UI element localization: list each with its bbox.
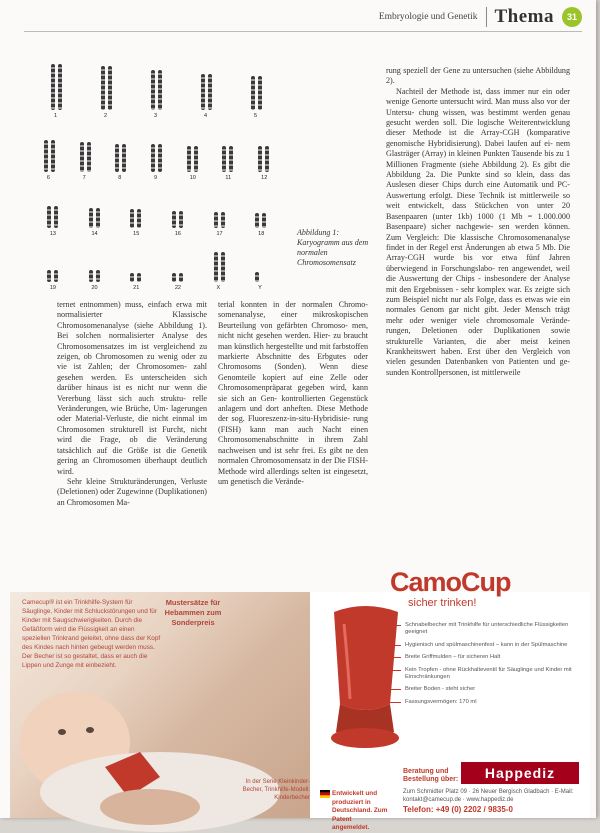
figure-caption: Abbildung 1: Karyogramm aus dem normalen Chromosomensatz	[297, 228, 369, 267]
chromosome	[229, 146, 233, 172]
chromosome	[122, 144, 126, 172]
page-number-badge: 31	[562, 7, 582, 27]
chromosome	[151, 144, 155, 172]
ad-intro-text: Camecup® ist ein Trinkhilfe-System für Säuglinge, Kinder mit Schluckstörungen und für Kinder mit Saugschwierigkeiten. Durch die Gefäßform wird die Flüssigkeit an einen speziellen Trinkrand geleitet, ohne dass der Kopf des Kindes nach hinten gebeugt werden muss. Der Becher ist so gestaltet, dass er auch die Lippen und Zunge mit einbezieht.	[22, 599, 161, 669]
article-paragraph: Nachteil der Methode ist, dass immer nur ein oder wenige Genorte untersucht wird. Man muss also vor der Untersu- chung wissen, was bestimmt werden genau gesucht werden soll. Die logische Weiterentwicklung dieser Methode ist die Array-CGH (komparative genomische Hybridisierung). Dabei laufen auf ei- nem Glasträger (Array) in kleinen Punkten Tausende bis zu 1 Millionen Fragmente (siehe Abbildung 2). Es gibt die Abbildung 2a. Die Punkte sind so klein, dass das Auslesen dieser Chips durch eine Automatik und PC-Auswertung erfolgt. Diese Technik ist mittlerweile so weit entwickelt, dass Stückchen von unter 20 Basenpaaren (unter 1kb) 1000 (1 Mb = 1.000.000 Basenpaare) sicher nachgewie- sen werden können. Zum Vergleich: Die klassische Chromosomenanalyse findet in der Regel erst Änderungen ab etwa 5 Mb. Die Array-CGH wurde bis vor etwa fünf Jahren überwiegend in Forschungslabo- ren angewendet, weil die Auswertung der Chips - insbesondere der Analyse mit den Ergebnissen - sehr komplex war. Es zeigte sich zum Beispiel nicht nur als Folge, dass es etwas wie ein normales Genom gar nicht gibt. Jeder Mensch trägt mehr oder weniger viele chromosomale Verände- rungen, Deletionen oder Duplikationen sowie strukturelle Varianten, die aber meist keinen Krankheitswert haben. Erst über den Vergleich von vielen gesunden Datenbanken von Patienten und ge- sunden Kontrollpersonen, ist mittlerweile	[386, 86, 570, 377]
order-info-label: Beratung und Bestellung über:	[403, 768, 459, 783]
chromosome	[179, 211, 183, 228]
chromosome	[172, 273, 176, 282]
chromosome	[47, 270, 51, 282]
chromosome	[258, 76, 262, 110]
feature-item: Fassungsvermögen: 170 ml	[375, 699, 590, 706]
chromosome	[158, 70, 162, 110]
chromosome-label: 2	[104, 113, 108, 119]
chromosome	[47, 206, 51, 228]
article-paragraph: ternet entnommen) muss, einfach erwa mit normalisierter Klassische Chromosomenanalyse (siehe Abbildung 1). Bei solchen normalisierter Analyse des Chromosomensatzes im ist vergleichend zu zeigen, ob Chromosomen zu wenig oder zu vie ist Zahlen; der Chromosomen- zahl gesehen werden. Es unterscheiden sich darüber hinaus ist es nicht nur wenn die Vererbung lässt sich auch struktu- relle Veränderungen, wie Brüche, Um- lagerungen oder Material-Verluste, die nicht einmal im Chromosomen strukturell ist Furcht, nicht wird die Frage, ob die Veränderung tatsächlich auf die Größe ist die Genetik gering an Chromosomen überhaupt deutlich wird.	[57, 300, 207, 476]
chromosome-label: 9	[154, 175, 158, 181]
chromosome-label: 5	[254, 113, 258, 119]
chromosome-label: 21	[133, 285, 140, 291]
karyogram-figure	[24, 58, 294, 291]
feature-item: Breiter Boden - steht sicher	[375, 686, 590, 693]
chromosome-label: 18	[258, 231, 265, 237]
feature-item: Breite Griffmulden – für sicheren Halt	[375, 654, 590, 661]
chromosome	[137, 209, 141, 228]
chromosome	[208, 74, 212, 110]
chromosome-label: 15	[133, 231, 140, 237]
feature-item: Kein Tropfen - ohne Rückhalteventil für Säuglinge und Kinder mit Einschränkungen	[375, 667, 590, 682]
chromosome	[221, 252, 225, 282]
chromosome	[214, 212, 218, 228]
article-paragraph: terial konnten in der normalen Chromo- somenanalyse, einer mikroskopischen Beurteilung von gefärbten Chromoso- men, nicht nicht gesehen werden. Hier- zu braucht man künstlich hergestellte und mit farbstoffen markierte Abschnitte des Erbgutes oder Chromosoms (Sonden). Wenn diese Genomteile kopiert auf eine Zelle oder Chromosomenpräparat gegeben wird, kann sie sich an Gen- kontrollierten Gegenstück anlagern und dort anheften. Diese Methode der sog. Fluoreszenz-in-situ-Hybridisie- rung (FISH) kann man auch Nacht einen Chromosomenabschnitte in ihrem Zahl nachweisen und ist sehr frei. Es gibt ne den normalen Chromosomensatz in der Die FISH-Methode wird allerdings selten ist eingesetzt, um genetisch die Verände-	[218, 300, 368, 486]
partner-address: Zum Schmidter Platz 09 · 26 Neuer Bergisch Gladbach · E-Mail: kontakt@camecup.de · www.happediz.de	[403, 789, 574, 803]
chromosome	[44, 140, 48, 172]
feature-list	[375, 622, 590, 711]
chromosome	[101, 66, 105, 110]
article-column-1	[57, 300, 207, 508]
chromosome-label: 16	[174, 231, 181, 237]
chromosome-label: 19	[49, 285, 56, 291]
chromosome-label: 13	[49, 231, 56, 237]
chromosome-label: 10	[189, 175, 196, 181]
chromosome-label: 22	[174, 285, 181, 291]
chromosome	[151, 70, 155, 110]
camecup-logo: CamoCup	[390, 567, 511, 597]
header-rule	[24, 31, 582, 32]
chromosome	[187, 146, 191, 172]
article-paragraph: Sehr kleine Strukturänderungen, Verluste (Deletionen) oder Zugewinne (Duplikationen) an Chromosomen Ma-	[57, 476, 207, 507]
article-column-3	[386, 66, 570, 378]
chromosome-label: 6	[46, 175, 50, 181]
chromosome	[130, 209, 134, 228]
chromosome-label: 1	[54, 113, 58, 119]
feature-item: Hygienisch und spülmaschinenfest – kann in der Spülmaschine	[375, 642, 590, 649]
partner-phone: Telefon: +49 (0) 2202 / 9835-0	[403, 805, 513, 814]
chromosome-label: 8	[118, 175, 122, 181]
made-in-germany-text: Entwickelt und produziert in Deutschland. Zum Patent angemeldet.	[332, 790, 388, 831]
german-flag-icon	[320, 790, 330, 798]
chromosome	[222, 146, 226, 172]
page-header	[379, 6, 582, 28]
chromosome-label: 7	[82, 175, 86, 181]
header-divider	[486, 7, 487, 27]
chromosome	[221, 212, 225, 228]
chromosome	[137, 273, 141, 282]
chromosome	[255, 272, 259, 282]
chromosome	[262, 213, 266, 228]
chromosome-label: Y	[258, 285, 262, 291]
chromosome	[255, 213, 259, 228]
chromosome	[130, 273, 134, 282]
camecup-slogan: sicher trinken!	[408, 597, 477, 609]
chromosome-label: 12	[261, 175, 268, 181]
happediz-logo: Happediz	[461, 762, 579, 784]
chromosome	[258, 146, 262, 172]
chromosome	[108, 66, 112, 110]
chromosome	[265, 146, 269, 172]
chromosome-label: 3	[154, 113, 158, 119]
article-column-2	[218, 300, 368, 487]
chromosome-label: 20	[91, 285, 98, 291]
chromosome	[214, 252, 218, 282]
feature-item: Schnabelbecher mit Trinkhilfe für unterschiedliche Flüssigkeiten geeignet	[375, 622, 590, 637]
chromosome	[179, 273, 183, 282]
header-section-title: Thema	[494, 6, 554, 27]
chromosome	[115, 144, 119, 172]
chromosome-label: X	[216, 285, 221, 291]
chromosome	[51, 64, 55, 110]
chromosome	[89, 208, 93, 228]
header-subtitle: Embryologie und Genetik	[378, 12, 478, 22]
chromosome	[89, 270, 93, 282]
ad-offer-banner: Mustersätze für Hebammen zum Sonderpreis	[164, 598, 222, 627]
chromosome-label: 11	[225, 175, 232, 181]
chromosome	[96, 270, 100, 282]
chromosome	[51, 140, 55, 172]
chromosome	[80, 142, 84, 172]
chromosome	[96, 208, 100, 228]
chromosome	[194, 146, 198, 172]
chromosome	[158, 144, 162, 172]
chromosome	[58, 64, 62, 110]
chromosome-label: 14	[91, 231, 98, 237]
chromosome-label: 4	[204, 113, 208, 119]
chromosome	[54, 206, 58, 228]
chromosome	[251, 76, 255, 110]
article-paragraph: rung speziell der Gene zu untersuchen (siehe Abbildung 2).	[386, 66, 570, 86]
chromosome-label: 17	[216, 231, 223, 237]
chromosome	[172, 211, 176, 228]
chromosome	[54, 270, 58, 282]
ad-footnote: In der Serie Kleinkinder-Becher, Trinkhilfe-Modell: Kinderbecher	[242, 779, 310, 801]
chromosome	[201, 74, 205, 110]
chromosome	[87, 142, 91, 172]
